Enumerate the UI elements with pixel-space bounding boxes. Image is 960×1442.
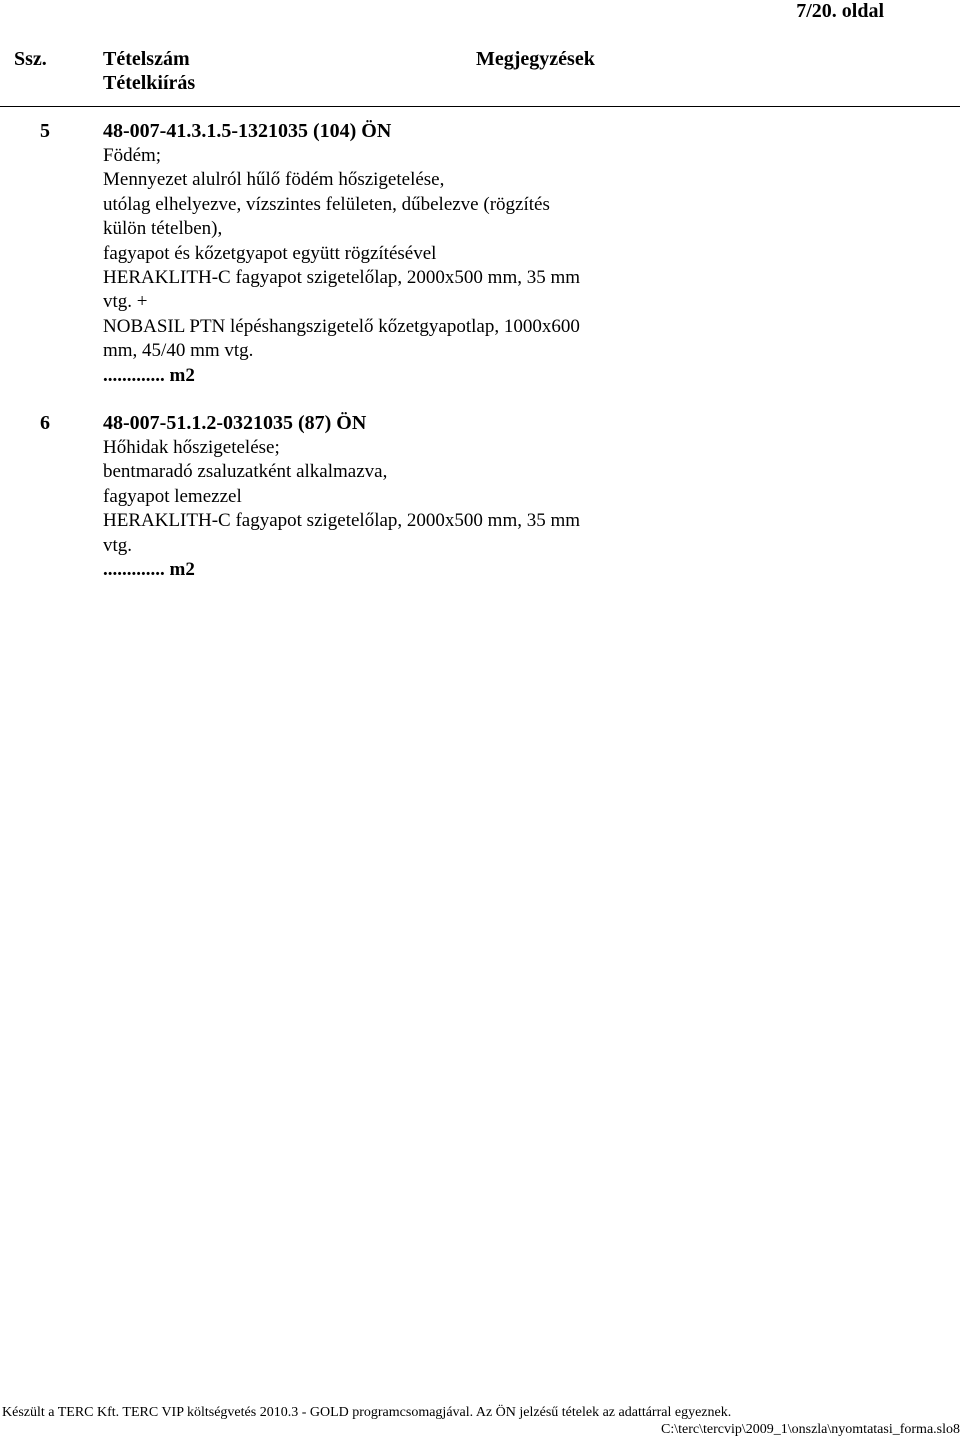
description-line: külön tételben),	[103, 218, 223, 240]
description-line: HERAKLITH-C fagyapot szigetelőlap, 2000x500 mm, 35 mm	[103, 267, 581, 289]
item-number: 5	[40, 120, 50, 142]
item-number: 6	[40, 412, 50, 434]
item-description	[103, 436, 663, 582]
description-line: NOBASIL PTN lépéshangszigetelő kőzetgyapotlap, 1000x600	[103, 315, 580, 337]
item-code: 48-007-41.3.1.5-1321035 (104) ÖN	[103, 120, 392, 142]
header-divider	[0, 106, 960, 107]
description-line: fagyapot és kőzetgyapot együtt rögzítésével	[103, 242, 437, 264]
item-description	[103, 144, 663, 388]
description-line: Hőhidak hőszigetelése;	[103, 437, 280, 458]
description-line: mm, 45/40 mm vtg.	[103, 340, 254, 362]
quantity-unit: ............. m2	[103, 559, 195, 581]
footer-file-path: C:\terc\tercvip\2009_1\onszla\nyomtatasi_forma.slo8	[661, 1422, 960, 1437]
description-line: utólag elhelyezve, vízszintes felületen, dűbelezve (rögzítés	[103, 193, 550, 215]
description-line: Mennyezet alulról hűlő födém hőszigetelése,	[103, 169, 445, 191]
quantity-unit: ............. m2	[103, 364, 195, 386]
description-line: bentmaradó zsaluzatként alkalmazva,	[103, 461, 388, 483]
page-number: 7/20. oldal	[796, 0, 884, 22]
item-code: 48-007-51.1.2-0321035 (87) ÖN	[103, 412, 367, 434]
header-ssz: Ssz.	[14, 48, 47, 70]
description-line: vtg.	[103, 534, 133, 556]
description-line: Födém;	[103, 145, 162, 166]
header-megjegyzesek: Megjegyzések	[476, 48, 595, 70]
header-tetelkiiras: Tételkiírás	[103, 72, 196, 94]
footer-credit: Készült a TERC Kft. TERC VIP költségvetés 2010.3 - GOLD programcsomagjával. Az ÖN jelzésű tételek az adattárral egyeznek.	[2, 1405, 732, 1420]
description-line: fagyapot lemezzel	[103, 485, 242, 507]
description-line: vtg. +	[103, 291, 148, 313]
description-line: HERAKLITH-C fagyapot szigetelőlap, 2000x500 mm, 35 mm	[103, 510, 581, 532]
header-tetelszam: Tételszám	[103, 48, 190, 70]
